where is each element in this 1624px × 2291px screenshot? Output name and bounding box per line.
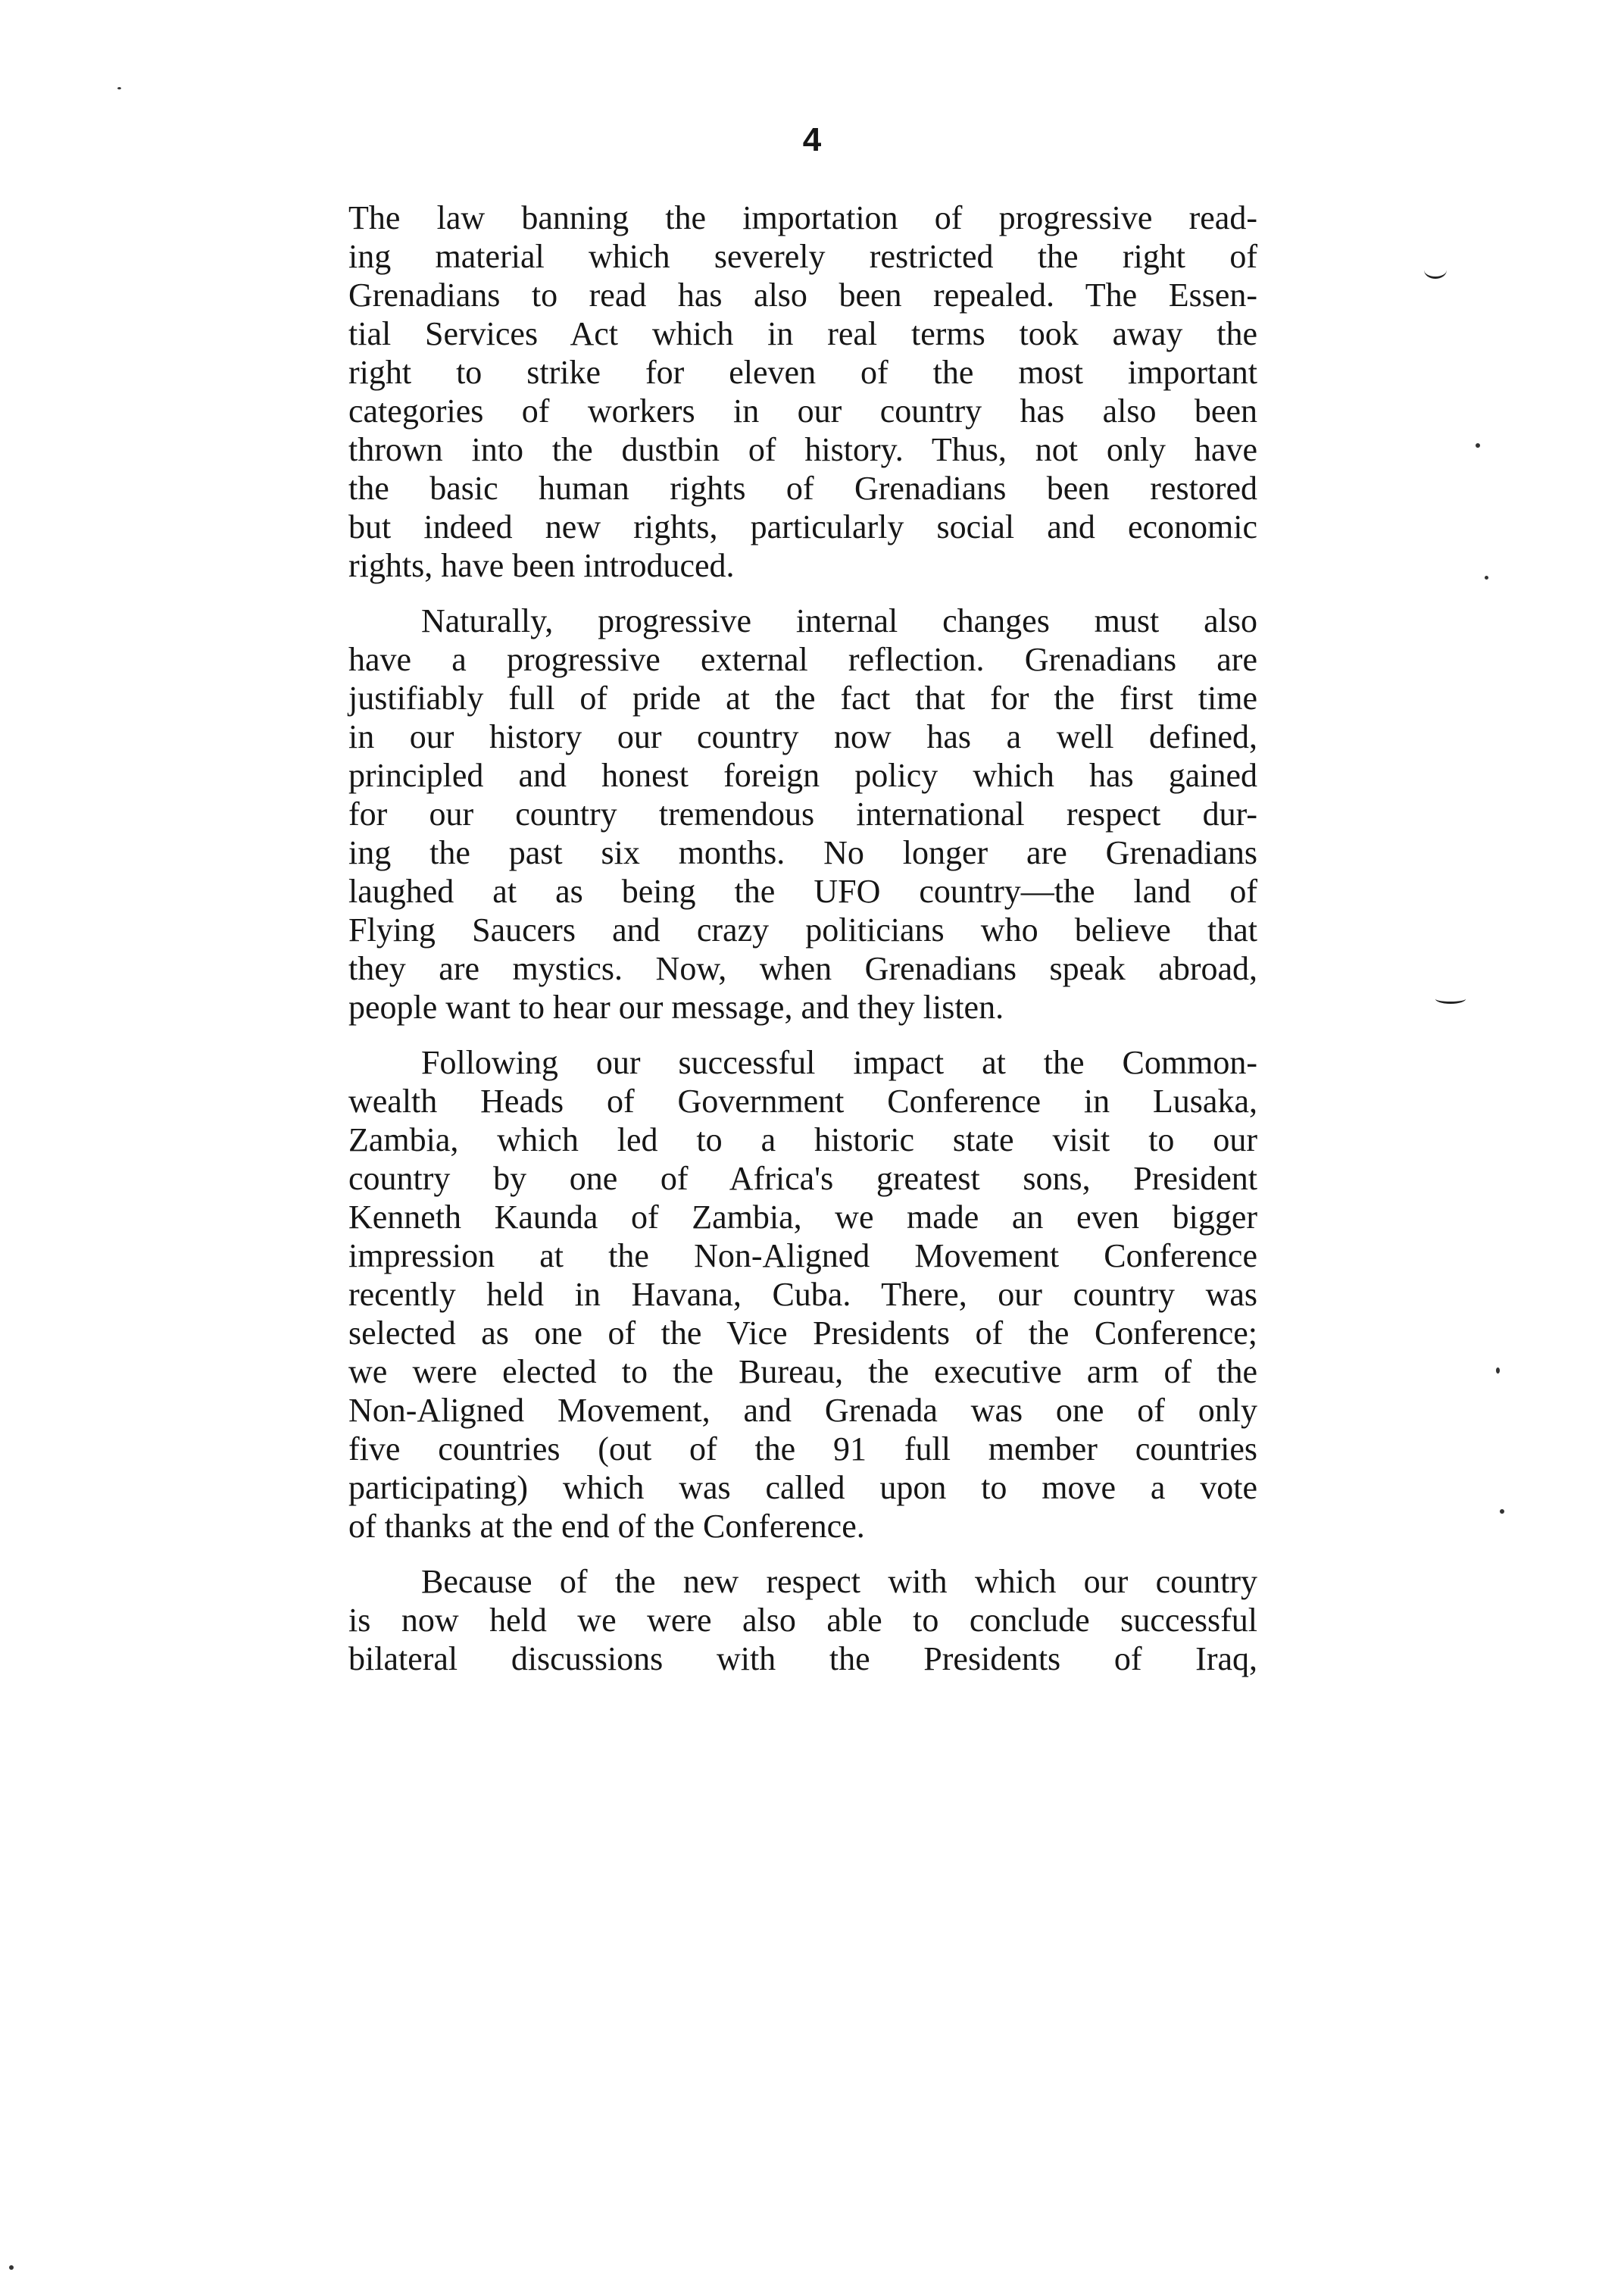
- scan-mark: [1500, 1509, 1504, 1514]
- text-line: of thanks at the end of the Conference.: [348, 1508, 865, 1545]
- text-line: ing the past six months. No longer are Grenadians: [348, 834, 1257, 871]
- text-line: country by one of Africa's greatest sons, President: [348, 1160, 1257, 1197]
- text-line: have a progressive external reflection. Grenadians are: [348, 641, 1257, 678]
- text-line: Grenadians to read has also been repealed. The Essen-: [348, 277, 1257, 314]
- scan-mark: [1435, 994, 1466, 1004]
- text-line: justifiably full of pride at the fact that for the first time: [348, 680, 1257, 717]
- text-line: thrown into the dustbin of history. Thus, not only have: [348, 431, 1257, 468]
- text-line: selected as one of the Vice Presidents of the Conference;: [348, 1314, 1257, 1352]
- scan-mark: [1485, 576, 1488, 580]
- scan-mark: [9, 2265, 14, 2270]
- text-line: tial Services Act which in real terms took away the: [348, 315, 1257, 352]
- text-line: we were elected to the Bureau, the executive arm of the: [348, 1353, 1257, 1390]
- text-line: people want to hear our message, and they listen.: [348, 989, 1004, 1026]
- body-text: [348, 198, 1257, 1695]
- text-line: Non-Aligned Movement, and Grenada was one of only: [348, 1392, 1257, 1429]
- text-line: ing material which severely restricted the right of: [348, 238, 1257, 275]
- text-line: the basic human rights of Grenadians been restored: [348, 470, 1257, 507]
- text-line: categories of workers in our country has also been: [348, 392, 1257, 430]
- text-line: participating) which was called upon to move a vote: [348, 1469, 1257, 1506]
- paragraph-3: [348, 1043, 1257, 1546]
- text-line: for our country tremendous international respect dur-: [348, 795, 1257, 833]
- scan-mark: [1496, 1367, 1500, 1374]
- scan-mark: [117, 87, 121, 89]
- paragraph-4: [348, 1562, 1257, 1678]
- text-line: rights, have been introduced.: [348, 547, 735, 584]
- text-line: principled and honest foreign policy which has gained: [348, 757, 1257, 794]
- text-line: Following our successful impact at the Common-: [421, 1044, 1257, 1081]
- scan-mark: [1424, 261, 1447, 279]
- text-line: recently held in Havana, Cuba. There, our country was: [348, 1276, 1257, 1313]
- text-line: Zambia, which led to a historic state visit to our: [348, 1121, 1257, 1158]
- scan-mark: [1476, 443, 1480, 448]
- text-line: right to strike for eleven of the most important: [348, 354, 1257, 391]
- text-line: in our history our country now has a well defined,: [348, 718, 1257, 755]
- text-line: Naturally, progressive internal changes must also: [421, 602, 1257, 639]
- text-line: laughed at as being the UFO country—the land of: [348, 873, 1257, 910]
- text-line: is now held we were also able to conclude successful: [348, 1602, 1257, 1639]
- text-line: they are mystics. Now, when Grenadians speak abroad,: [348, 950, 1257, 987]
- text-line: The law banning the importation of progressive read-: [348, 199, 1257, 236]
- text-line: bilateral discussions with the Presidents of Iraq,: [348, 1640, 1257, 1677]
- text-line: Kenneth Kaunda of Zambia, we made an even bigger: [348, 1199, 1257, 1236]
- text-line: Flying Saucers and crazy politicians who believe that: [348, 911, 1257, 949]
- paragraph-1: [348, 198, 1257, 585]
- text-line: wealth Heads of Government Conference in Lusaka,: [348, 1083, 1257, 1120]
- text-line: Because of the new respect with which our country: [421, 1563, 1257, 1600]
- page-number: 4: [802, 121, 822, 158]
- text-line: but indeed new rights, particularly social and economic: [348, 508, 1257, 545]
- paragraph-2: [348, 602, 1257, 1027]
- text-line: impression at the Non-Aligned Movement Conference: [348, 1237, 1257, 1274]
- text-line: five countries (out of the 91 full member countries: [348, 1430, 1257, 1467]
